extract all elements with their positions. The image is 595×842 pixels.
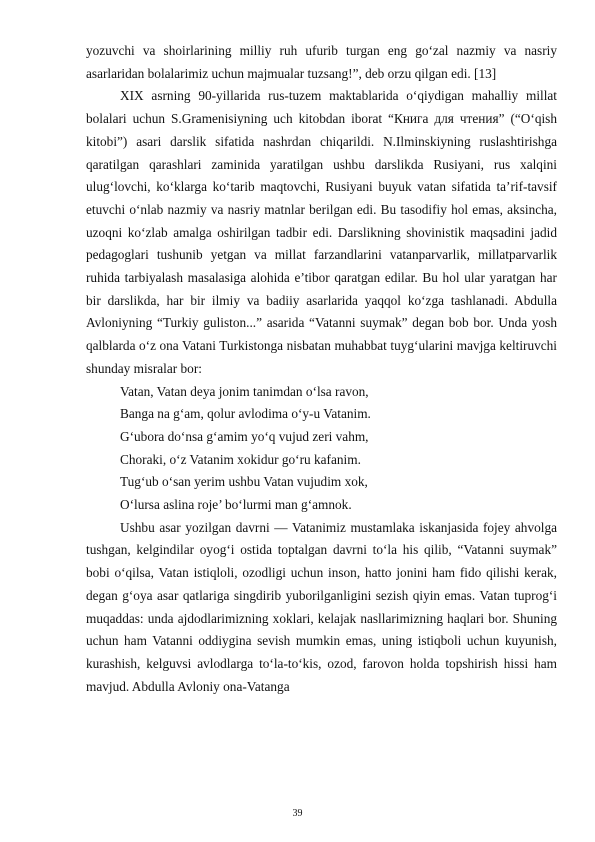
poem-line: O‘lursa aslina roje’ bo‘lurmi man g‘amnok. bbox=[120, 497, 352, 513]
poem-line: Tug‘ub o‘san yerim ushbu Vatan vujudim xok, bbox=[120, 474, 368, 490]
poem-line: Vatan, Vatan deya jonim tanimdan o‘lsa ravon, bbox=[120, 383, 369, 399]
document-page bbox=[86, 40, 557, 698]
page-number: 39 bbox=[292, 808, 303, 819]
poem-block bbox=[86, 381, 557, 517]
poem-line: G‘ubora do‘nsa g‘amim yo‘q vujud zeri vahm, bbox=[120, 428, 369, 444]
poem-line: Choraki, o‘z Vatanim xokidur go‘ru kafanim. bbox=[120, 451, 361, 467]
paragraph-darslik: XIX asrning 90-yillarida rus-tuzem maktablarida o‘qiydigan mahalliy millat bolalari uchun S.Gramenisiyning uch kitobdan iborat “Книга для чтения” (“O‘qish kitobi”) asari darslik sifatida nashrdan chiqarildi. N.Ilminskiyning ruslashtirishga qaratilgan qarashlari zaminida yaratilgan ushbu darslikda Rusiyani, rus xalqini ulug‘lovchi, ko‘klarga ko‘tarib maqtovchi, Rusiyani buyuk vatan sifatida ta’rif-tavsif etuvchi o‘nlab nazmiy va nasriy matnlar berilgan edi. Bu tasodifiy hol emas, aksincha, uzoqni ko‘zlab amalga oshirilgan tadbir edi. Darslikning shovinistik maqsadini jadid pedagoglari tushunib yetgan va millat farzandlarini vatanparvarlik, millatparvarlik ruhida tarbiyalash masalasiga alohida e’tibor qaratgan edilar. Bu hol ular yaratgan har bir darslikda, har bir ilmiy va badiiy asarlarida yaqqol ko‘zga tashlanadi. Abdulla Avloniyning “Turkiy guliston...” asarida “Vatanni suymak” degan bob bor. Unda yosh qalblarda o‘z ona Vatani Turkistonga nisbatan muhabbat tuyg‘ularini mavjga keltiruvchi shunday misralar bor: bbox=[86, 88, 557, 376]
poem-line: Banga na g‘am, qolur avlodima o‘y-u Vatanim. bbox=[120, 406, 371, 422]
paragraph-continuation: yozuvchi va shoirlarining milliy ruh ufurib turgan eng go‘zal nazmiy va nasriy asarlaridan bolalarimiz uchun majmualar tuzsang!”, deb orzu qilgan edi. [13] bbox=[86, 43, 557, 81]
paragraph-ushbu-asar: Ushbu asar yozilgan davrni — Vatanimiz mustamlaka iskanjasida fojey ahvolga tushgan, kelgindilar oyog‘i ostida toptalgan davrni to‘la his qilib, “Vatanni suymak” bobi o‘qilsa, Vatan istiqloli, ozodligi uchun inson, hatto jonini ham fido qilishi kerak, degan g‘oya asar qatlariga singdirib yuborilganligini sezish qiyin emas. Vatan tuprog‘i muqaddas: unda ajdodlarimizning xoklari, kelajak nasllarimizning haqlari bor. Shuning uchun ham Vatanni oddiygina sevish mumkin emas, uning istiqboli uchun kuyunish, kurashish, kelguvsi avlodlarga to‘la-to‘kis, ozod, farovon holda topshirish hissi ham mavjud. Abdulla Avloniy ona-Vatanga bbox=[86, 519, 557, 694]
